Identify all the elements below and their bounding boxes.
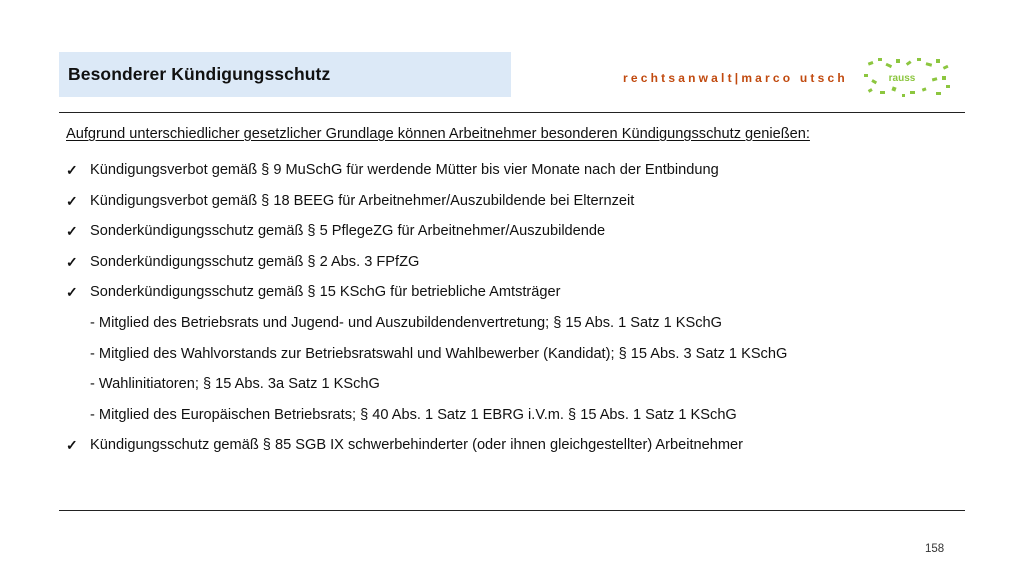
list-item-text: Kündigungsverbot gemäß § 18 BEEG für Arbeitnehmer/Auszubildende bei Elternzeit xyxy=(90,192,635,209)
list-subitem-text: - Mitglied des Wahlvorstands zur Betriebsratswahl und Wahlbewerber (Kandidat); § 15 Abs. 3 Satz 1 KSchG xyxy=(90,345,788,362)
logo-text: rauss xyxy=(888,73,916,84)
list-subitem-text: - Wahlinitiatoren; § 15 Abs. 3a Satz 1 KSchG xyxy=(90,376,380,393)
bottom-divider xyxy=(59,510,965,511)
list-item xyxy=(66,435,956,466)
check-icon: ✓ xyxy=(66,284,78,301)
list-subitem xyxy=(66,405,956,436)
list-item-text: Sonderkündigungsschutz gemäß § 2 Abs. 3 FPfZG xyxy=(90,253,420,270)
list-item-text: Kündigungsschutz gemäß § 85 SGB IX schwerbehinderter (oder ihnen gleichgestellter) Arbeitnehmer xyxy=(90,437,744,454)
slide-title: Besonderer Kündigungsschutz xyxy=(68,64,331,84)
top-divider xyxy=(59,112,965,113)
list-subitem xyxy=(66,344,956,375)
list-item-text: Sonderkündigungsschutz gemäß § 15 KSchG für betriebliche Amtsträger xyxy=(90,284,561,301)
list-item-text: Kündigungsverbot gemäß § 9 MuSchG für werdende Mütter bis vier Monate nach der Entbindung xyxy=(90,162,719,178)
brand-logo-icon xyxy=(862,56,952,98)
list-subitem-text: - Mitglied des Betriebsrats und Jugend- und Auszubildendenvertretung; § 15 Abs. 1 Satz 1 KSchG xyxy=(90,314,722,331)
list-item-text: Sonderkündigungsschutz gemäß § 5 PflegeZG für Arbeitnehmer/Auszubildende xyxy=(90,223,606,240)
title-box xyxy=(59,52,511,97)
brand-name: rechtsanwalt|marco utsch xyxy=(623,71,848,85)
list-subitem-text: - Mitglied des Europäischen Betriebsrats; § 40 Abs. 1 Satz 1 EBRG i.V.m. § 15 Abs. 1 Satz 1 KSchG xyxy=(90,406,737,423)
list-item xyxy=(66,191,956,222)
check-icon: ✓ xyxy=(66,162,78,178)
list-item xyxy=(66,160,956,191)
page-number: 158 xyxy=(925,543,945,555)
list-item xyxy=(66,282,956,313)
protection-list xyxy=(66,160,956,466)
check-icon: ✓ xyxy=(66,437,78,454)
list-item xyxy=(66,221,956,252)
intro-text: Aufgrund unterschiedlicher gesetzlicher Grundlage können Arbeitnehmer besonderen Kündigungsschutz genießen: xyxy=(66,126,810,142)
list-subitem xyxy=(66,313,956,344)
list-item xyxy=(66,252,956,283)
list-subitem xyxy=(66,374,956,405)
check-icon: ✓ xyxy=(66,192,78,209)
check-icon: ✓ xyxy=(66,253,78,270)
check-icon: ✓ xyxy=(66,223,78,240)
